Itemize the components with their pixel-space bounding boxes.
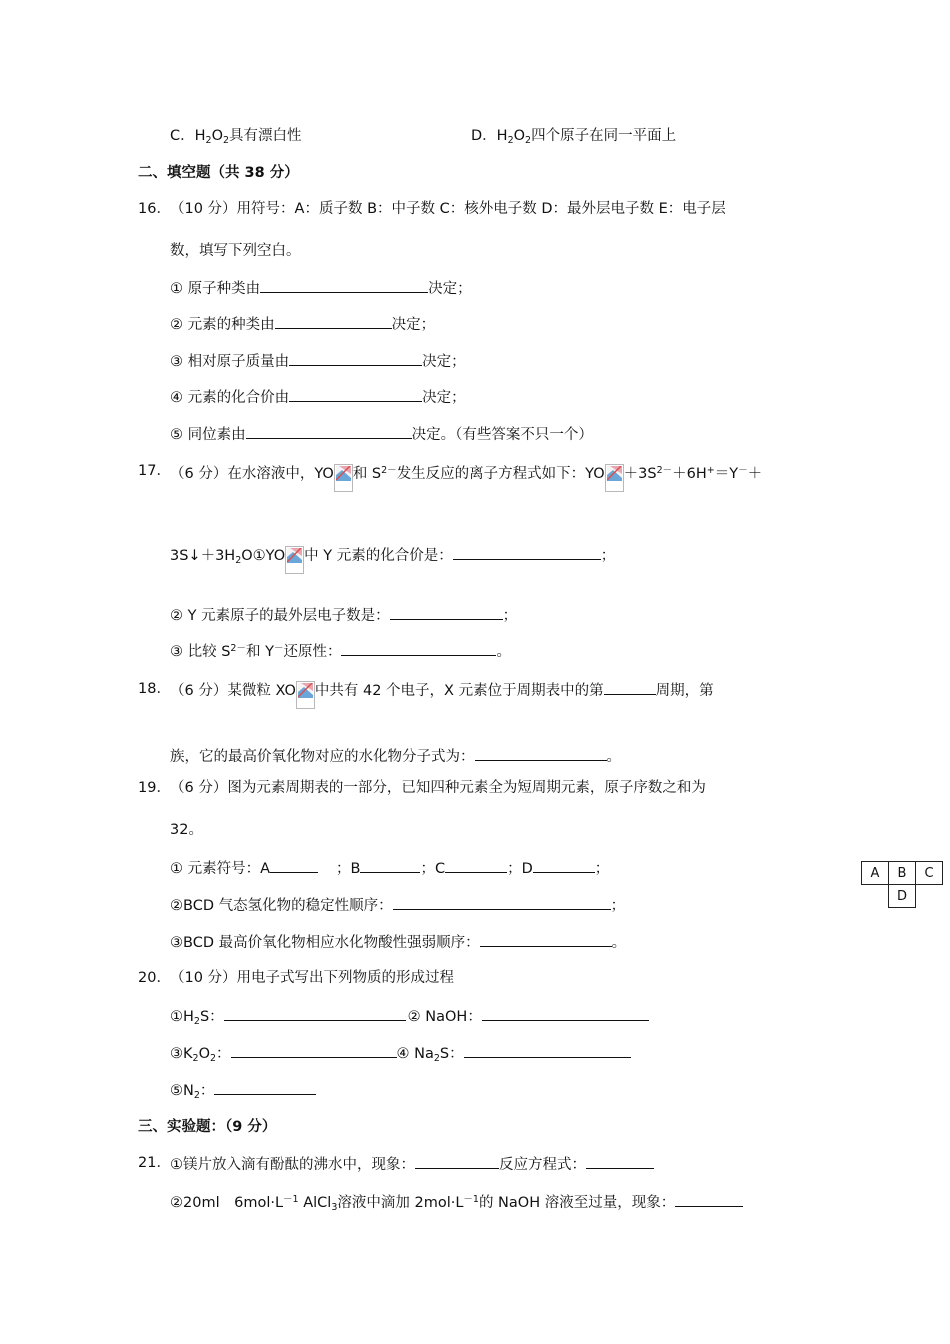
text: 的 NaOH 溶液至过量，现象： <box>478 1195 676 1211</box>
text: ①H <box>170 1009 194 1025</box>
answer-blank[interactable] <box>604 679 656 695</box>
q21-number: 21． <box>138 1155 171 1171</box>
text: ⑤ 同位素由 <box>170 427 246 443</box>
text: ①镁片放入滴有酚酞的沸水中，现象： <box>170 1157 415 1173</box>
text: ＋ <box>747 466 763 482</box>
q16-item1 <box>170 277 472 299</box>
broken-image-icon <box>296 681 315 709</box>
q20-number: 20． <box>138 970 171 986</box>
element-cell-b: B <box>889 862 916 885</box>
q20-row3 <box>170 1079 316 1106</box>
broken-image-icon <box>605 464 624 492</box>
text: 和 Y <box>245 644 274 660</box>
empty-cell <box>862 885 889 908</box>
text: ④ 元素的化合价由 <box>170 390 290 406</box>
text: ① 元素符号：A <box>170 861 271 877</box>
broken-image-icon <box>334 464 353 492</box>
answer-blank[interactable] <box>464 1042 631 1058</box>
text: ① 原子种类由 <box>170 281 261 297</box>
broken-image-icon <box>285 546 304 574</box>
subscript: 2 <box>433 1053 440 1064</box>
q17-number: 17． <box>138 463 171 479</box>
answer-blank[interactable] <box>231 1042 397 1058</box>
periodic-table-fragment <box>861 861 943 908</box>
superscript: 2－ <box>230 643 246 654</box>
text: 周期，第 <box>655 683 714 699</box>
text: ；D <box>507 861 533 877</box>
text: O <box>211 128 223 144</box>
subscript: 2 <box>193 1090 200 1101</box>
q19-line4 <box>170 894 625 916</box>
q19-number: 19． <box>138 780 171 796</box>
answer-blank[interactable] <box>246 423 412 439</box>
text: S： <box>439 1046 464 1062</box>
text: O <box>198 1046 210 1062</box>
text: 决定； <box>391 317 436 333</box>
text: 决定； <box>422 390 466 406</box>
text: 中共有 42 个电子，X 元素位于周期表中的第 <box>314 683 604 699</box>
text: 族，它的最高价氧化物对应的水化物分子式为： <box>170 749 475 765</box>
section3-title: 三、实验题：（9 分） <box>138 1119 277 1135</box>
superscript: －1 <box>283 1194 299 1205</box>
superscript: －1 <box>463 1194 479 1205</box>
text: D．H <box>471 128 508 144</box>
subscript: 2 <box>507 135 514 146</box>
answer-blank[interactable] <box>393 894 611 910</box>
element-cell-d: D <box>889 885 916 908</box>
subscript: 2 <box>205 135 212 146</box>
text: 。 <box>606 749 621 765</box>
answer-blank[interactable] <box>480 931 612 947</box>
text: 发生反应的离子方程式如下：YO <box>396 466 605 482</box>
text: ： <box>216 1046 231 1062</box>
q19-line2: 32。 <box>170 822 203 838</box>
q21-line2 <box>170 1190 743 1218</box>
answer-blank[interactable] <box>260 277 428 293</box>
subscript: 2 <box>192 1053 199 1064</box>
answer-blank[interactable] <box>475 745 607 761</box>
text: ② 元素的种类由 <box>170 317 275 333</box>
answer-blank[interactable] <box>341 640 496 656</box>
text: 溶液中滴加 2mol·L <box>337 1195 464 1211</box>
text: ；C <box>420 861 446 877</box>
text: ＋6H <box>672 466 707 482</box>
text: 中 Y 元素的化合价是： <box>304 548 453 564</box>
answer-blank[interactable] <box>289 386 422 402</box>
text: 和 S <box>352 466 382 482</box>
text: 反应方程式： <box>499 1157 586 1173</box>
answer-blank[interactable] <box>533 857 595 873</box>
answer-blank[interactable] <box>445 857 507 873</box>
q18-number: 18． <box>138 681 171 697</box>
q18-line1 <box>170 679 714 709</box>
q15-option-c <box>170 126 302 151</box>
text: ③BCD 最高价氧化物相应水化物酸性强弱顺序： <box>170 935 480 951</box>
answer-blank[interactable] <box>360 857 420 873</box>
superscript: + <box>706 465 715 476</box>
text: ： <box>199 1083 215 1099</box>
text: ； <box>600 548 616 564</box>
q20-row1 <box>170 1005 649 1032</box>
q17-line1 <box>170 461 762 492</box>
answer-blank[interactable] <box>224 1005 406 1021</box>
answer-blank[interactable] <box>482 1005 649 1021</box>
text: S： <box>199 1009 224 1025</box>
answer-blank[interactable] <box>270 857 318 873</box>
q16-number: 16． <box>138 201 171 217</box>
answer-blank[interactable] <box>586 1153 654 1169</box>
q17-line3 <box>170 604 517 626</box>
superscript: 2－ <box>656 465 673 476</box>
q20-row2 <box>170 1042 631 1069</box>
text: 决定； <box>428 281 472 297</box>
text: C．H <box>170 128 206 144</box>
subscript: 2 <box>525 135 532 146</box>
text: 3S↓＋3H <box>170 548 236 564</box>
q19-line5 <box>170 931 626 953</box>
q17-line4 <box>170 639 511 662</box>
answer-blank[interactable] <box>289 350 422 366</box>
text: ② NaOH： <box>407 1009 482 1025</box>
element-cell-c: C <box>916 862 943 885</box>
q19-line1: （6 分）图为元素周期表的一部分，已知四种元素全为短周期元素，原子序数之和为 <box>170 780 706 796</box>
text: ＋3S <box>623 466 657 482</box>
q18-line2 <box>170 745 621 767</box>
text: ④ Na <box>396 1046 434 1062</box>
text: 。 <box>611 935 627 951</box>
q17-line2 <box>170 544 615 574</box>
text: ；B <box>336 861 361 877</box>
subscript: 2 <box>223 135 230 146</box>
text: 具有漂白性 <box>229 128 302 144</box>
q16-item2 <box>170 313 435 335</box>
subscript: 3 <box>331 1202 338 1213</box>
text: ③ 相对原子质量由 <box>170 354 290 370</box>
q21-line1 <box>170 1153 654 1175</box>
answer-blank[interactable] <box>390 604 503 620</box>
text: 还原性： <box>283 644 342 660</box>
q16-item3 <box>170 350 466 372</box>
q20-line1: （10 分）用电子式写出下列物质的形成过程 <box>170 970 455 986</box>
subscript: 2 <box>193 1016 200 1027</box>
text: ＝Y <box>714 466 739 482</box>
subscript: 2 <box>209 1053 217 1064</box>
subscript: 2 <box>235 555 242 566</box>
answer-blank[interactable] <box>675 1191 743 1207</box>
text: 四个原子在同一平面上 <box>531 128 677 144</box>
text: AlCl <box>298 1195 332 1211</box>
text: ② Y 元素原子的最外层电子数是： <box>170 608 390 624</box>
text: ③K <box>170 1046 193 1062</box>
text: ； <box>594 861 610 877</box>
text: ③ 比较 S <box>170 644 231 660</box>
answer-blank[interactable] <box>214 1079 316 1095</box>
q19-line3 <box>170 857 609 879</box>
q16-line2: 数，填写下列空白。 <box>170 243 301 259</box>
text: （6 分）在水溶液中，YO <box>170 466 334 482</box>
text: O①YO <box>241 548 286 564</box>
text: 。 <box>496 644 511 660</box>
text: （6 分）某微粒 XO <box>170 683 296 699</box>
q16-line1: （10 分）用符号：A：质子数 B：中子数 C：核外电子数 D：最外层电子数 E：电子层 <box>170 201 726 217</box>
text: ； <box>610 898 626 914</box>
q16-item5 <box>170 423 593 445</box>
text: ⑤N <box>170 1083 194 1099</box>
q16-item4 <box>170 386 466 408</box>
text: ②20ml 6mol·L <box>170 1195 284 1211</box>
text: 决定； <box>422 354 466 370</box>
answer-blank[interactable] <box>415 1153 499 1169</box>
q15-option-d <box>471 126 676 151</box>
answer-blank[interactable] <box>275 313 392 329</box>
text: 决定。（有些答案不只一个） <box>411 427 593 443</box>
section2-title: 二、填空题（共 38 分） <box>138 165 299 181</box>
text: ； <box>502 608 518 624</box>
text: ②BCD 气态氢化物的稳定性顺序： <box>170 898 393 914</box>
superscript: 2－ <box>381 465 397 476</box>
superscript: － <box>273 643 284 654</box>
element-cell-a: A <box>862 862 889 885</box>
answer-blank[interactable] <box>453 544 601 560</box>
superscript: － <box>738 465 748 476</box>
text: O <box>513 128 526 144</box>
empty-cell <box>916 885 943 908</box>
